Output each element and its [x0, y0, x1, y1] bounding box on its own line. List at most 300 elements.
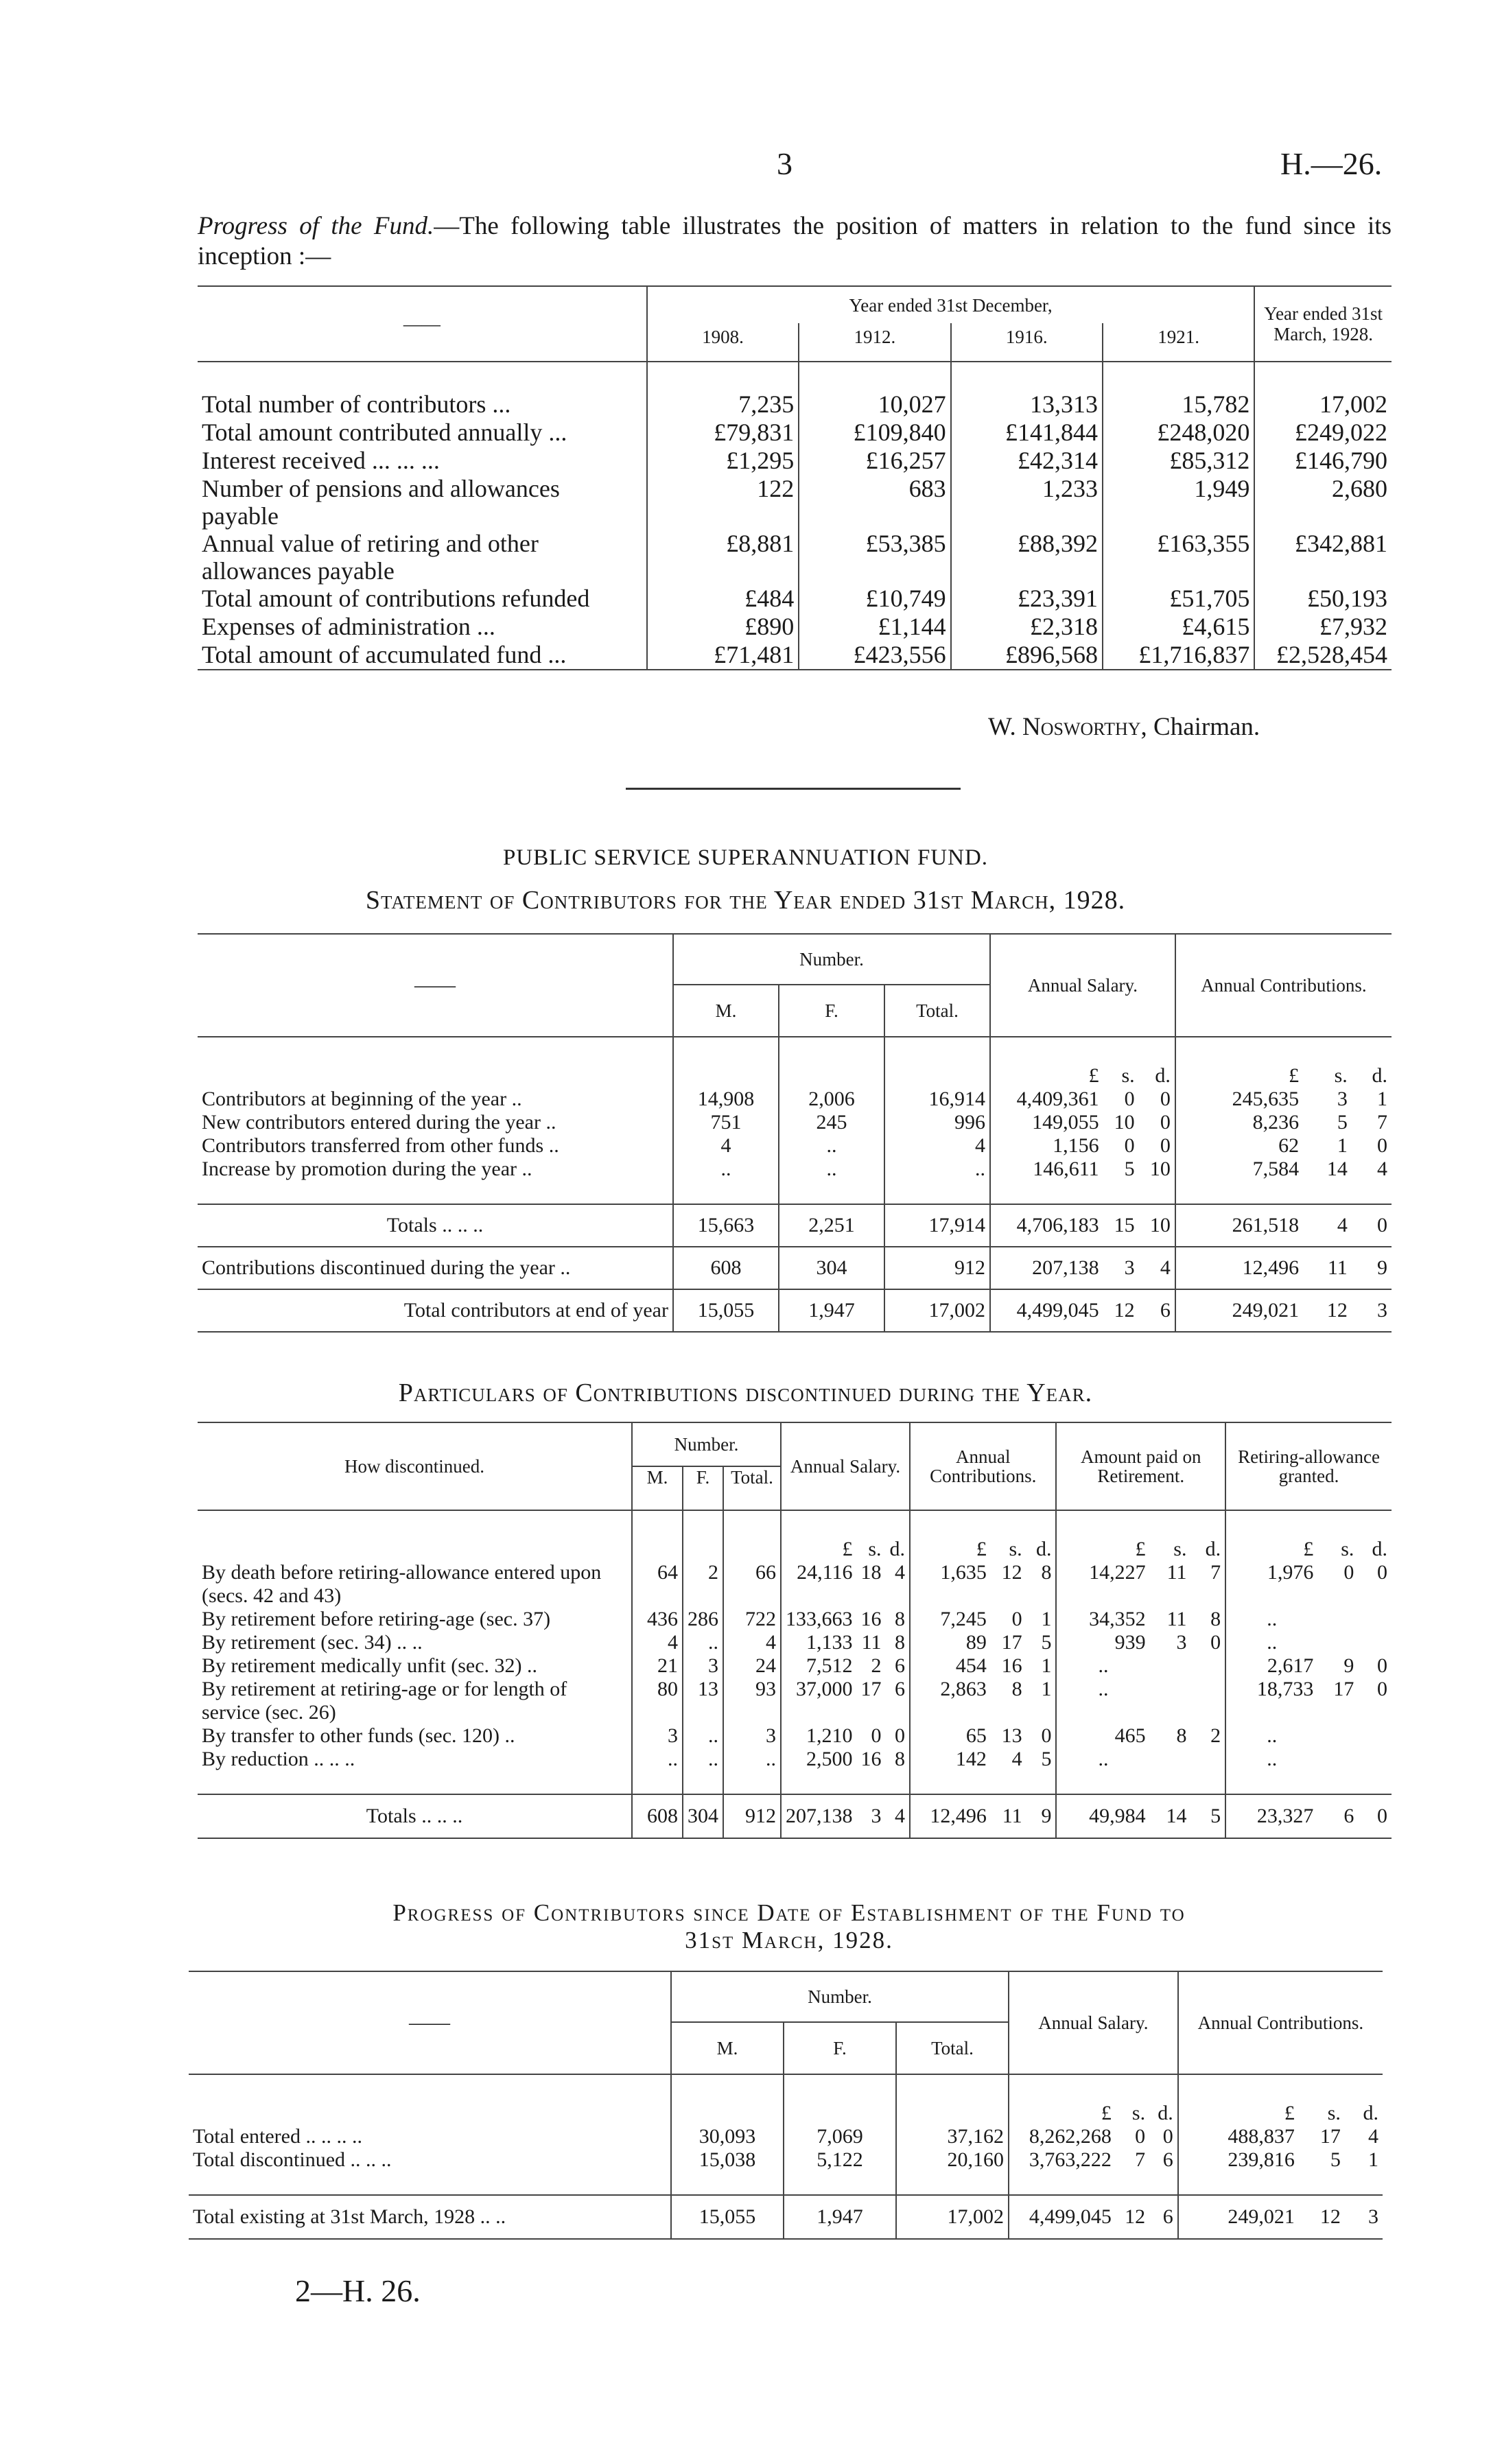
cell: 8 [1011, 1678, 1022, 1700]
cell: 10 [1149, 1214, 1171, 1236]
fund-title: PUBLIC SERVICE SUPERANNUATION FUND. [502, 845, 989, 870]
cell: .. [1056, 1748, 1149, 1771]
cell: 8 [1176, 1724, 1187, 1747]
table1-row [198, 447, 1392, 475]
cell: 0 [1124, 1088, 1135, 1110]
cell: 245,635 [1175, 1088, 1303, 1111]
cell: 465 [1056, 1724, 1149, 1748]
discontinued-row [198, 1247, 1392, 1289]
cell: 9 [1343, 1654, 1354, 1677]
cell: 4 [723, 1631, 781, 1654]
intro-lead: Progress of the Fund. [198, 212, 434, 240]
cell: 93 [723, 1678, 781, 1724]
cell: 2,863 [910, 1678, 991, 1724]
table-row [198, 1748, 1392, 1771]
cell: 2,006 [779, 1088, 884, 1111]
cell: 5 [1210, 1805, 1221, 1827]
cell: 207,138 [990, 1247, 1103, 1289]
cell [1190, 1748, 1225, 1771]
cell: £4,615 [1103, 613, 1254, 641]
unit-pound: £ [990, 1064, 1103, 1088]
cell: 0 [1377, 1134, 1387, 1157]
table1-year-1916: 1916. [951, 323, 1103, 362]
cell: 939 [1056, 1631, 1149, 1654]
cell: £7,932 [1254, 613, 1392, 641]
cell: 7 [1135, 2148, 1146, 2171]
cell: 5 [1041, 1748, 1052, 1770]
cell [1150, 1678, 1191, 1724]
unit-s: s. [1334, 1064, 1348, 1087]
end-of-year-row [198, 1289, 1392, 1332]
cell: 1,949 [1103, 475, 1254, 530]
cell: 3 [871, 1805, 882, 1827]
row-label: Total discontinued .. .. .. [193, 2148, 392, 2171]
cell [1358, 1724, 1392, 1748]
cell: 17 [1319, 2125, 1341, 2148]
cell: 1,133 [781, 1631, 857, 1654]
cell: 7,512 [781, 1654, 857, 1678]
cell: 11 [861, 1631, 882, 1654]
table1-dash: —— [403, 314, 441, 334]
cell: 9 [1377, 1256, 1387, 1279]
cell: 5 [1337, 1111, 1348, 1134]
cell: 3 [632, 1724, 683, 1748]
cell: 4 [1377, 1158, 1387, 1180]
cell: 1,635 [910, 1561, 991, 1608]
cell: 15,055 [671, 2195, 784, 2239]
table4-number-header: Number. [671, 1971, 1009, 2022]
unit-pound: £ [1175, 1064, 1303, 1088]
cell [1358, 1608, 1392, 1631]
unit-s: s. [1173, 1538, 1187, 1560]
cell: 11 [1166, 1561, 1187, 1584]
cell [1317, 1748, 1358, 1771]
cell: £2,318 [951, 613, 1103, 641]
units-row [198, 1064, 1392, 1088]
cell: 20,160 [896, 2148, 1009, 2172]
cell [1150, 1748, 1191, 1771]
cell: £1,144 [799, 613, 950, 641]
row-label: Total contributors at end of year [403, 1299, 668, 1322]
cell: 149,055 [990, 1111, 1103, 1134]
progress-contributors-title [254, 1899, 1324, 1954]
cell: 17 [860, 1678, 882, 1700]
row-label: By death before retiring-allowance entered upon (secs. 42 and 43) [202, 1561, 602, 1607]
cell [1317, 1608, 1358, 1631]
cell: 2,251 [779, 1204, 884, 1247]
cell: .. [673, 1158, 779, 1181]
cell: .. [723, 1748, 781, 1771]
cell: 0 [1041, 1724, 1052, 1747]
cell: 1 [1041, 1678, 1052, 1700]
contributions-discontinued-table [198, 1422, 1392, 1839]
cell: £1,716,837 [1103, 641, 1254, 670]
cell: 304 [683, 1794, 723, 1838]
table4-dash: —— [409, 2011, 450, 2034]
table2-dash: —— [414, 974, 456, 996]
cell: £248,020 [1103, 419, 1254, 447]
cell: 2 [871, 1654, 882, 1677]
page-number: 3 [777, 146, 793, 181]
row-label: Increase by promotion during the year .. [202, 1158, 532, 1180]
unit-pound: £ [1056, 1538, 1149, 1561]
table1-row [198, 419, 1392, 447]
unit-s: s. [1341, 1538, 1354, 1560]
cell: 10 [1149, 1158, 1171, 1180]
cell: 7,584 [1175, 1158, 1303, 1181]
cell: 37,000 [781, 1678, 857, 1724]
table-row [198, 1088, 1392, 1111]
units-row [189, 2102, 1383, 2125]
cell: 4 [1368, 2125, 1378, 2148]
end-row [189, 2195, 1383, 2239]
unit-d: d. [1372, 1538, 1387, 1560]
cell: 17,002 [896, 2195, 1009, 2239]
document-reference: H.—26. [1280, 146, 1383, 181]
unit-d: d. [1158, 2102, 1173, 2124]
cell: 751 [673, 1111, 779, 1134]
table3-how-header: How discontinued. [344, 1455, 484, 1477]
cell: 65 [910, 1724, 991, 1748]
table1-year-1908: 1908. [647, 323, 799, 362]
cell: 12,496 [1175, 1247, 1303, 1289]
cell: 17,002 [884, 1289, 990, 1332]
cell: .. [632, 1748, 683, 1771]
cell: £88,392 [951, 530, 1103, 585]
cell: £51,705 [1103, 585, 1254, 613]
cell: 8,262,268 [1009, 2125, 1116, 2148]
table1-group-header: Year ended 31st December, [647, 286, 1255, 323]
row-label: By retirement before retiring-age (sec. 37) [202, 1608, 551, 1630]
cell [1317, 1724, 1358, 1748]
table3-m-header: M. [632, 1466, 683, 1510]
cell: 11 [1002, 1805, 1022, 1827]
cell: 3 [1124, 1256, 1135, 1279]
cell: 4,499,045 [990, 1289, 1103, 1332]
cell: 3 [683, 1654, 723, 1678]
unit-pound: £ [1178, 2102, 1299, 2125]
cell: 4 [673, 1134, 779, 1158]
cell: 207,138 [781, 1794, 857, 1838]
cell: £53,385 [799, 530, 950, 585]
table3-f-header: F. [683, 1466, 723, 1510]
cell: 12 [1125, 2205, 1146, 2228]
signature-role: , Chairman. [1140, 713, 1260, 741]
cell: £16,257 [799, 447, 950, 475]
table-row [189, 2125, 1383, 2148]
cell: 16 [860, 1608, 882, 1630]
cell: 0 [1160, 1134, 1171, 1157]
cell: 12 [1001, 1561, 1022, 1584]
row-label: Total amount of accumulated fund ... [202, 641, 567, 668]
cell: 4 [895, 1561, 905, 1584]
cell: 7,069 [784, 2125, 896, 2148]
cell: 122 [647, 475, 799, 530]
cell [1358, 1748, 1392, 1771]
cell: 16 [1001, 1654, 1022, 1677]
cell: 2,500 [781, 1748, 857, 1771]
cell: 24 [723, 1654, 781, 1678]
cell: 8 [1210, 1608, 1221, 1630]
cell [1190, 1678, 1225, 1724]
cell: £163,355 [1103, 530, 1254, 585]
unit-s: s. [868, 1538, 882, 1560]
cell: 66 [723, 1561, 781, 1608]
cell: 0 [1377, 1561, 1387, 1584]
cell: 7 [1210, 1561, 1221, 1584]
row-label: Total amount contributed annually ... [202, 419, 567, 446]
row-label: Contributors at beginning of the year .. [202, 1088, 522, 1110]
table-row [198, 1631, 1392, 1654]
cell: 3 [1176, 1631, 1187, 1654]
cell: .. [779, 1134, 884, 1158]
unit-d: d. [1205, 1538, 1221, 1560]
cell: 1,947 [784, 2195, 896, 2239]
cell: 0 [1377, 1214, 1387, 1236]
row-label: By reduction .. .. .. [202, 1748, 355, 1770]
cell: 8 [1041, 1561, 1052, 1584]
cell: 16,914 [884, 1088, 990, 1111]
cell: 15 [1114, 1214, 1135, 1236]
cell: 6 [1162, 2148, 1173, 2171]
cell: 17,002 [1254, 390, 1392, 419]
table-row [198, 1608, 1392, 1631]
table2-m-header: M. [673, 985, 779, 1037]
row-label: By retirement (sec. 34) .. .. [202, 1631, 423, 1654]
cell: 4 [884, 1134, 990, 1158]
cell: 4,706,183 [990, 1204, 1103, 1247]
unit-pound: £ [910, 1538, 991, 1561]
cell: 1,976 [1225, 1561, 1317, 1608]
cell: £896,568 [951, 641, 1103, 670]
cell: 0 [1160, 1111, 1171, 1134]
cell: 3 [1337, 1088, 1348, 1110]
row-label: Contributors transferred from other funds .. [202, 1134, 559, 1157]
particulars-title: Particulars of Contributions discontinued during the Year. [398, 1378, 1093, 1407]
cell: .. [1225, 1631, 1317, 1654]
table3-salary-header: Annual Salary. [781, 1422, 910, 1510]
cell: 10 [1114, 1111, 1135, 1134]
cell: .. [779, 1158, 884, 1181]
cell: 4 [632, 1631, 683, 1654]
cell: 249,021 [1175, 1289, 1303, 1332]
cell: 6 [895, 1654, 905, 1677]
cell: £484 [647, 585, 799, 613]
cell: £8,881 [647, 530, 799, 585]
unit-s: s. [1121, 1064, 1135, 1087]
unit-s: s. [1327, 2102, 1341, 2124]
table3-total-header: Total. [723, 1466, 781, 1510]
cell: 23,327 [1225, 1794, 1317, 1838]
cell: 11 [1166, 1608, 1187, 1630]
cell: .. [1056, 1678, 1149, 1724]
cell: 5 [1124, 1158, 1135, 1180]
table4-m-header: M. [671, 2022, 784, 2074]
table3-granted-header: Retiring-allowance granted. [1225, 1422, 1392, 1510]
cell: 0 [1160, 1088, 1171, 1110]
cell [1190, 1654, 1225, 1678]
cell: 683 [799, 475, 950, 530]
table-row [198, 1158, 1392, 1181]
cell: 17 [1333, 1678, 1354, 1700]
totals-row [198, 1204, 1392, 1247]
table2-salary-header: Annual Salary. [990, 934, 1175, 1037]
table2-f-header: F. [779, 985, 884, 1037]
cell: 1 [1337, 1134, 1348, 1157]
cell: 13,313 [951, 390, 1103, 419]
cell: 0 [1124, 1134, 1135, 1157]
cell: 0 [1377, 1654, 1387, 1677]
cell: £10,749 [799, 585, 950, 613]
section-divider [626, 788, 961, 790]
table3-paid-header: Amount paid on Retirement. [1056, 1422, 1225, 1510]
cell: 9 [1041, 1805, 1052, 1827]
unit-pound: £ [781, 1538, 857, 1561]
cell: 0 [1377, 1805, 1387, 1827]
cell: 0 [895, 1724, 905, 1747]
cell: 249,021 [1178, 2195, 1299, 2239]
cell: 1 [1368, 2148, 1378, 2171]
cell: 304 [779, 1247, 884, 1289]
cell: 1,233 [951, 475, 1103, 530]
table-row [198, 1561, 1392, 1608]
cell: £146,790 [1254, 447, 1392, 475]
cell: 1,210 [781, 1724, 857, 1748]
row-label: Totals .. .. .. [386, 1214, 484, 1236]
cell: 18,733 [1225, 1678, 1317, 1724]
row-label: By retirement medically unfit (sec. 32) .. [202, 1654, 538, 1677]
cell: 14,908 [673, 1088, 779, 1111]
units-row [198, 1538, 1392, 1561]
cell: 488,837 [1178, 2125, 1299, 2148]
cell: £1,295 [647, 447, 799, 475]
cell: 0 [1210, 1631, 1221, 1654]
row-label: Total entered .. .. .. .. [193, 2125, 362, 2148]
cell: 15,038 [671, 2148, 784, 2172]
cell: 261,518 [1175, 1204, 1303, 1247]
row-label: Total existing at 31st March, 1928 .. .. [193, 2205, 506, 2228]
unit-d: d. [1363, 2102, 1378, 2124]
row-label: By retirement at retiring-age or for length of service (sec. 26) [202, 1678, 567, 1724]
cell: 722 [723, 1608, 781, 1631]
unit-pound: £ [1009, 2102, 1116, 2125]
row-label: Contributions discontinued during the year .. [202, 1256, 571, 1279]
unit-s: s. [1009, 1538, 1022, 1560]
table1-last-header: Year ended 31st March, 1928. [1254, 286, 1392, 362]
cell: 3 [1377, 1299, 1387, 1322]
cell: 133,663 [781, 1608, 857, 1631]
cell: 0 [1162, 2125, 1173, 2148]
cell: 14 [1166, 1805, 1187, 1827]
unit-d: d. [1372, 1064, 1387, 1087]
cell: £50,193 [1254, 585, 1392, 613]
cell: .. [683, 1631, 723, 1654]
table-row [198, 1678, 1392, 1724]
cell: £423,556 [799, 641, 950, 670]
cell: £890 [647, 613, 799, 641]
cell: .. [1225, 1608, 1317, 1631]
cell: 4 [1337, 1214, 1348, 1236]
table4-f-header: F. [784, 2022, 896, 2074]
cell: 239,816 [1178, 2148, 1299, 2172]
cell: 454 [910, 1654, 991, 1678]
table3-number-header: Number. [632, 1422, 781, 1466]
table1-row [198, 390, 1392, 419]
signature-name: W. Nosworthy [988, 713, 1141, 741]
cell: 37,162 [896, 2125, 1009, 2148]
footer-reference: 2—H. 26. [295, 2273, 421, 2308]
cell: 80 [632, 1678, 683, 1724]
cell: 15,055 [673, 1289, 779, 1332]
table4-contrib-header: Annual Contributions. [1178, 1971, 1383, 2074]
cell: 5 [1041, 1631, 1052, 1654]
cell: 2,680 [1254, 475, 1392, 530]
progress-of-contributors-table [189, 1971, 1383, 2240]
cell: 49,984 [1056, 1794, 1149, 1838]
cell: £109,840 [799, 419, 950, 447]
row-label: Interest received ... ... ... [202, 447, 440, 474]
cell: 24,116 [781, 1561, 857, 1608]
cell: 21 [632, 1654, 683, 1678]
totals-row [198, 1794, 1392, 1838]
table2-number-header: Number. [673, 934, 990, 985]
cell: 142 [910, 1748, 991, 1771]
title-line-1: Progress of Contributors since Date of Establishment of the Fund to [392, 1899, 1186, 1926]
cell [1317, 1631, 1358, 1654]
table-row [198, 1134, 1392, 1158]
cell: 8 [895, 1748, 905, 1770]
cell: 608 [673, 1247, 779, 1289]
cell: 16 [860, 1748, 882, 1770]
unit-d: d. [1035, 1538, 1052, 1560]
cell: 13 [683, 1678, 723, 1724]
row-label: Number of pensions and allowances payable [202, 475, 560, 530]
cell: 912 [723, 1794, 781, 1838]
cell: 0 [1343, 1561, 1354, 1584]
cell: 18 [860, 1561, 882, 1584]
cell: £42,314 [951, 447, 1103, 475]
cell: 0 [1377, 1678, 1387, 1700]
cell: £23,391 [951, 585, 1103, 613]
cell: 62 [1175, 1134, 1303, 1158]
unit-s: s. [1131, 2102, 1146, 2124]
cell: .. [683, 1748, 723, 1771]
cell [1358, 1631, 1392, 1654]
cell: 1 [1377, 1088, 1387, 1110]
row-label: Totals .. .. .. [366, 1805, 463, 1827]
table1-row [198, 475, 1392, 530]
cell: 5,122 [784, 2148, 896, 2172]
cell: 6 [1162, 2205, 1173, 2228]
cell: £141,844 [951, 419, 1103, 447]
cell: 12 [1114, 1299, 1135, 1322]
table1-year-1912: 1912. [799, 323, 950, 362]
cell: 11 [1327, 1256, 1348, 1279]
cell: 7 [1377, 1111, 1387, 1134]
row-label: Total amount of contributions refunded [202, 585, 590, 612]
row-label: New contributors entered during the year .. [202, 1111, 556, 1134]
table2-total-header: Total. [884, 985, 990, 1037]
cell: 912 [884, 1247, 990, 1289]
table4-salary-header: Annual Salary. [1009, 1971, 1178, 2074]
cell: 89 [910, 1631, 991, 1654]
intro-paragraph [198, 211, 1392, 272]
unit-d: d. [1155, 1064, 1171, 1087]
cell: 12,496 [910, 1794, 991, 1838]
cell: 4,409,361 [990, 1088, 1103, 1111]
cell: 14,227 [1056, 1561, 1149, 1608]
row-label: Annual value of retiring and other allowances payable [202, 530, 539, 585]
